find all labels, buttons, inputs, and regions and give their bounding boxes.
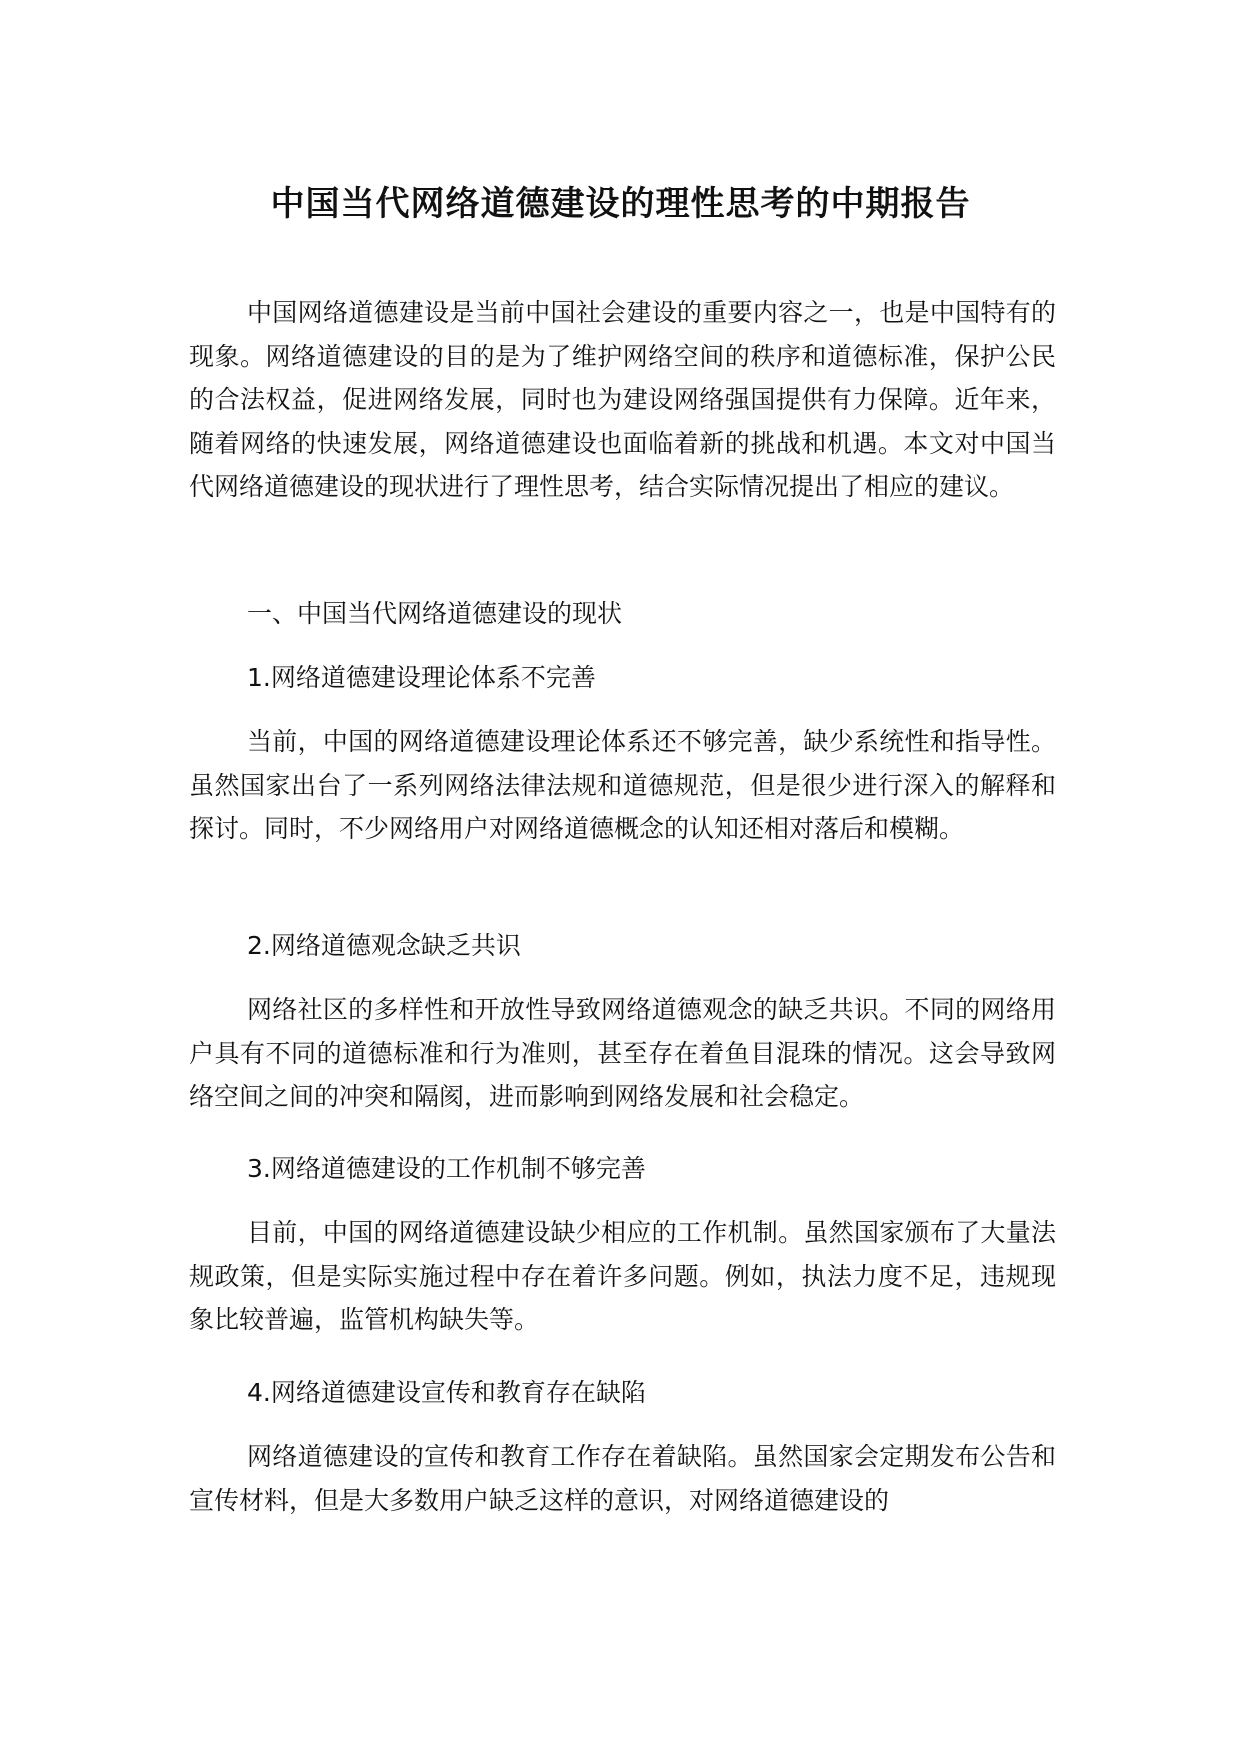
subsection-heading-4: 4.网络道德建设宣传和教育存在缺陷 <box>247 1378 646 1407</box>
section-heading: 一、中国当代网络道德建设的现状 <box>247 599 623 628</box>
subsection-paragraph-2: 网络社区的多样性和开放性导致网络道德观念的缺乏共识。不同的网络用户具有不同的道德标准和行为准则，甚至存在着鱼目混珠的情况。这会导致网络空间之间的冲突和隔阂，进而影响到网络发展和社会稳定。 <box>189 995 1056 1111</box>
subsection-heading-2: 2.网络道德观念缺乏共识 <box>247 931 521 960</box>
subsection-paragraph-4: 网络道德建设的宣传和教育工作存在着缺陷。虽然国家会定期发布公告和宣传材料，但是大多数用户缺乏这样的意识，对网络道德建设的 <box>189 1442 1056 1515</box>
subsection-paragraph-3: 目前，中国的网络道德建设缺少相应的工作机制。虽然国家颁布了大量法规政策，但是实际实施过程中存在着许多问题。例如，执法力度不足，违规现象比较普遍，监管机构缺失等。 <box>189 1218 1056 1334</box>
subsection-heading-1: 1.网络道德建设理论体系不完善 <box>247 663 596 692</box>
subsection-paragraph-1: 当前，中国的网络道德建设理论体系还不够完善，缺少系统性和指导性。虽然国家出台了一系列网络法律法规和道德规范，但是很少进行深入的解释和探讨。同时，不少网络用户对网络道德概念的认知还相对落后和模糊。 <box>189 727 1056 843</box>
subsection-heading-3: 3.网络道德建设的工作机制不够完善 <box>247 1154 646 1183</box>
intro-paragraph: 中国网络道德建设是当前中国社会建设的重要内容之一，也是中国特有的现象。网络道德建设的目的是为了维护网络空间的秩序和道德标准，保护公民的合法权益，促进网络发展，同时也为建设网络强国提供有力保障。近年来，随着网络的快速发展，网络道德建设也面临着新的挑战和机遇。本文对中国当代网络道德建设的现状进行了理性思考，结合实际情况提出了相应的建议。 <box>189 298 1056 501</box>
document-title: 中国当代网络道德建设的理性思考的中期报告 <box>270 184 971 224</box>
